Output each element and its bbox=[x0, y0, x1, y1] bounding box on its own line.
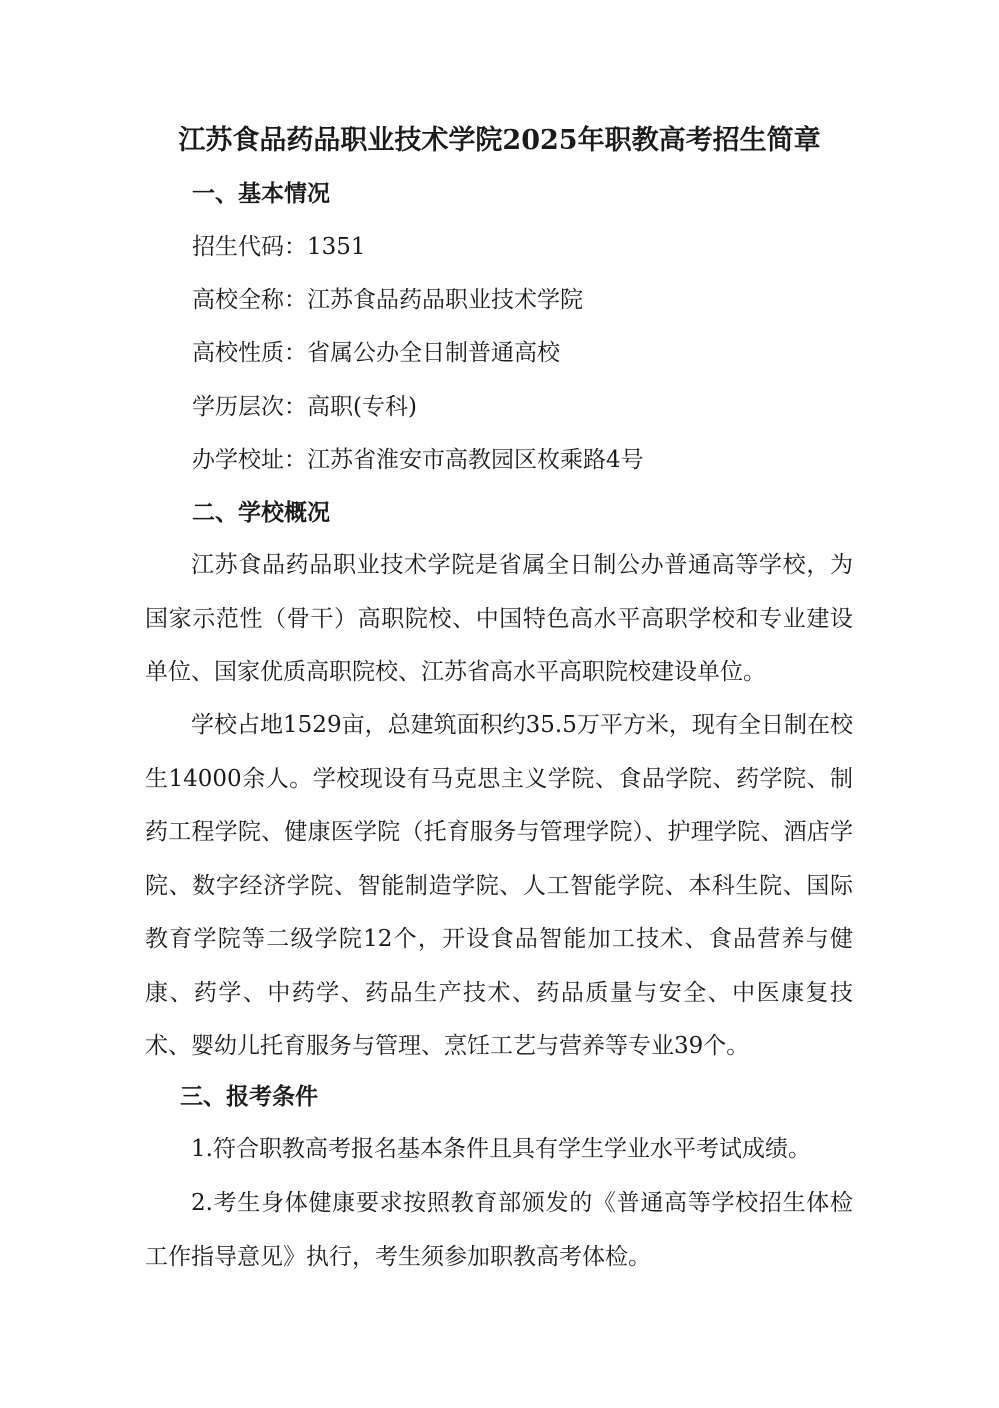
section-heading-requirements: 三、报考条件 bbox=[180, 1083, 318, 1110]
info-line-full-name: 高校全称：江苏食品药品职业技术学院 bbox=[192, 287, 583, 313]
section-heading-basic-info: 一、基本情况 bbox=[192, 180, 330, 207]
overview-paragraph-1: 江苏食品药品职业技术学院是省属全日制公办普通高等学校，为国家示范性（骨干）高职院校、中国特色高水平高职学校和专业建设单位、国家优质高职院校、江苏省高水平高职院校建设单位。 bbox=[145, 552, 853, 685]
requirement-paragraph-2: 2.考生身体健康要求按照教育部颁发的《普通高等学校招生体检工作指导意见》执行，考生须参加职教高考体检。 bbox=[145, 1190, 853, 1270]
document-title: 江苏食品药品职业技术学院2025年职教高考招生简章 bbox=[178, 125, 821, 156]
info-line-level: 学历层次：高职(专科) bbox=[192, 394, 417, 420]
info-line-nature: 高校性质：省属公办全日制普通高校 bbox=[192, 340, 560, 366]
overview-paragraph-2: 学校占地1529亩，总建筑面积约35.5万平方米，现有全日制在校生14000余人。学校现设有马克思主义学院、食品学院、药学院、制药工程学院、健康医学院（托育服务与管理学院）、护理学院、酒店学院、数字经济学院、智能制造学院、人工智能学院、本科生院、国际教育学院等二级学院12个，开设食品智能加工技术、食品营养与健康、药学、中药学、药品生产技术、药品质量与安全、中医康复技术、婴幼儿托育服务与管理、烹饪工艺与营养等专业39个。 bbox=[145, 712, 853, 1059]
section-heading-overview: 二、学校概况 bbox=[192, 499, 330, 526]
info-line-enrollment-code: 招生代码：1351 bbox=[192, 234, 366, 260]
info-line-address: 办学校址：江苏省淮安市高教园区枚乘路4号 bbox=[192, 447, 644, 473]
requirement-paragraph-1: 1.符合职教高考报名基本条件且具有学生学业水平考试成绩。 bbox=[191, 1136, 811, 1162]
